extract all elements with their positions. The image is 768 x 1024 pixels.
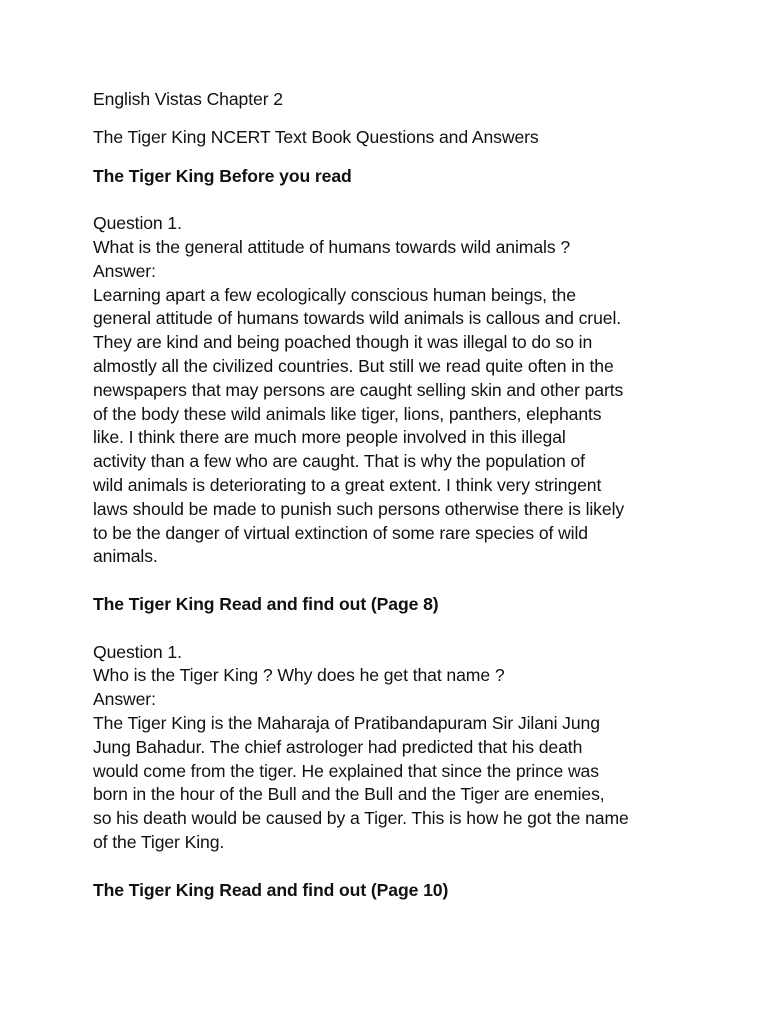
answer-text bbox=[93, 712, 693, 855]
section-read-and-find-out-page-8 bbox=[93, 593, 693, 855]
document-subtitle: The Tiger King NCERT Text Book Questions and Answers bbox=[93, 127, 539, 148]
answer-label: Answer: bbox=[93, 689, 156, 710]
answer-line: newspapers that may persons are caught selling skin and other parts bbox=[93, 379, 624, 400]
answer-line: They are kind and being poached though it was illegal to do so in bbox=[93, 332, 593, 353]
answer-line: would come from the tiger. He explained that since the prince was bbox=[93, 760, 599, 781]
answer-line: to be the danger of virtual extinction of some rare species of wild bbox=[93, 522, 588, 543]
question-label: Question 1. bbox=[93, 641, 182, 662]
answer-line: so his death would be caused by a Tiger. This is how he got the name bbox=[93, 808, 629, 829]
answer-line: like. I think there are much more people involved in this illegal bbox=[93, 427, 566, 448]
answer-line: general attitude of humans towards wild animals is callous and cruel. bbox=[93, 308, 622, 329]
answer-line: of the body these wild animals like tiger, lions, panthers, elephants bbox=[93, 403, 602, 424]
section-before-you-read bbox=[93, 165, 693, 570]
answer-line: laws should be made to punish such persons otherwise there is likely bbox=[93, 498, 625, 519]
question-text: What is the general attitude of humans towards wild animals ? bbox=[93, 236, 570, 257]
answer-text bbox=[93, 284, 693, 570]
question-text: Who is the Tiger King ? Why does he get that name ? bbox=[93, 665, 505, 686]
answer-line: almostly all the civilized countries. But still we read quite often in the bbox=[93, 355, 614, 376]
answer-line: animals. bbox=[93, 546, 158, 567]
section-heading: The Tiger King Before you read bbox=[93, 165, 352, 186]
answer-line: wild animals is deteriorating to a great extent. I think very stringent bbox=[93, 474, 602, 495]
section-heading: The Tiger King Read and find out (Page 10) bbox=[93, 879, 449, 900]
answer-line: of the Tiger King. bbox=[93, 831, 225, 852]
document-page bbox=[93, 88, 693, 902]
section-heading: The Tiger King Read and find out (Page 8) bbox=[93, 593, 439, 614]
answer-line: activity than a few who are caught. That is why the population of bbox=[93, 451, 585, 472]
answer-line: The Tiger King is the Maharaja of Pratibandapuram Sir Jilani Jung bbox=[93, 712, 600, 733]
question-label: Question 1. bbox=[93, 213, 182, 234]
answer-line: Jung Bahadur. The chief astrologer had predicted that his death bbox=[93, 736, 583, 757]
answer-label: Answer: bbox=[93, 260, 156, 281]
answer-line: Learning apart a few ecologically conscious human beings, the bbox=[93, 284, 576, 305]
document-title: English Vistas Chapter 2 bbox=[93, 89, 283, 109]
answer-line: born in the hour of the Bull and the Bull and the Tiger are enemies, bbox=[93, 784, 605, 805]
section-read-and-find-out-page-10 bbox=[93, 879, 693, 903]
